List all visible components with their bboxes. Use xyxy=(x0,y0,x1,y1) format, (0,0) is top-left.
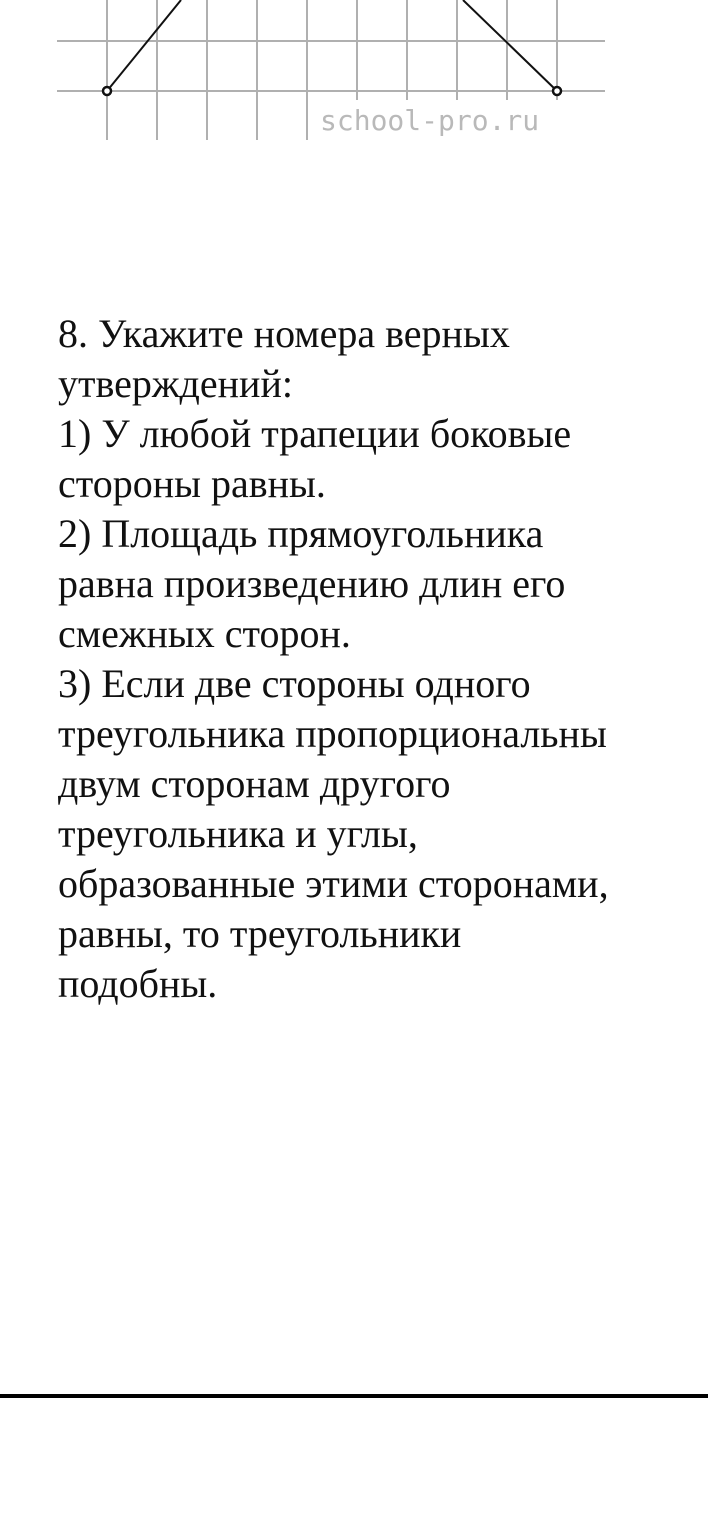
task-line: образованные этими сторонами, xyxy=(58,861,609,906)
geometry-figure xyxy=(0,0,708,150)
task-line: равна произведению длин его xyxy=(58,561,566,606)
divider xyxy=(0,1394,708,1398)
task-line: треугольника и углы, xyxy=(58,811,418,856)
task-line: 8. Укажите номера верных xyxy=(58,311,510,356)
task-line: смежных сторон. xyxy=(58,611,351,656)
task-line: 3) Если две стороны одного xyxy=(58,661,531,706)
task-line: стороны равны. xyxy=(58,461,326,506)
task-line: 1) У любой трапеции боковые xyxy=(58,411,572,456)
task-line: треугольника пропорциональны xyxy=(58,711,607,756)
figure-right-side xyxy=(463,0,557,91)
task-line: утверждений: xyxy=(58,361,293,406)
task-line: равны, то треугольники xyxy=(58,911,462,956)
task-line: 2) Площадь прямоугольника xyxy=(58,511,544,556)
watermark: school-pro.ru xyxy=(320,104,540,137)
figure-point xyxy=(553,87,561,95)
figure-left-side xyxy=(107,0,181,91)
task-line: двум сторонам другого xyxy=(58,761,451,806)
task-line: подобны. xyxy=(58,961,218,1006)
figure-point xyxy=(103,87,111,95)
task-text xyxy=(58,309,698,1009)
